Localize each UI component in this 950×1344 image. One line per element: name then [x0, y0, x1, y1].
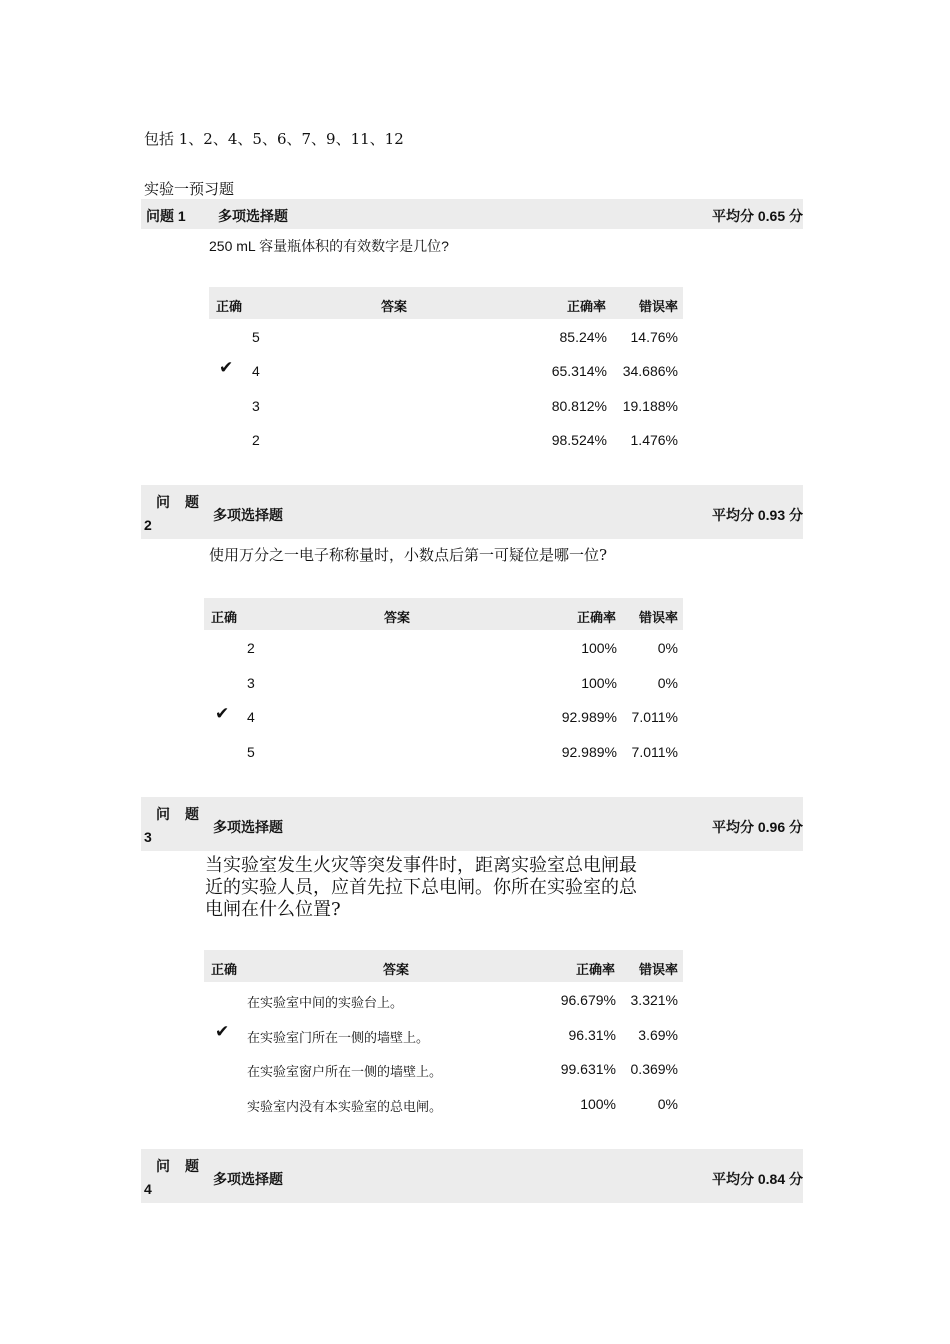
table-row: [204, 1053, 683, 1087]
question-header-3: [141, 797, 803, 851]
table-row: [204, 632, 683, 666]
table-row: [204, 736, 683, 770]
answer-text: 5: [247, 744, 255, 760]
error-rate: 0%: [657, 1096, 678, 1112]
answer-text: 3: [252, 398, 260, 414]
table-header: [204, 950, 683, 982]
col-correct: 正确: [211, 610, 238, 625]
correct-rate: 65.314%: [551, 363, 607, 379]
col-answer: 答案: [384, 610, 411, 625]
table-header: [204, 598, 683, 630]
answer-text: 4: [252, 363, 260, 379]
col-rate: 正确率: [577, 610, 617, 625]
table-row: [204, 984, 683, 1018]
question-number: 4: [144, 1181, 152, 1197]
correct-rate: 96.679%: [560, 992, 616, 1008]
table-row: [209, 424, 683, 458]
col-error: 错误率: [639, 962, 679, 977]
question-text: 250 mL 容量瓶体积的有效数字是几位?: [209, 238, 449, 254]
correct-rate: 92.989%: [561, 744, 617, 760]
col-answer: 答案: [381, 299, 408, 314]
answer-text: 5: [252, 329, 260, 345]
correct-rate: 100%: [580, 1096, 616, 1112]
checkmark-icon: ✔: [219, 358, 234, 377]
question-number-label: 问: [156, 806, 170, 822]
answer-text: 实验室内没有本实验室的总电闸。: [247, 1100, 443, 1115]
col-error: 错误率: [639, 299, 679, 314]
question-text-line: 当实验室发生火灾等突发事件时，距离实验室总电闸最: [205, 855, 637, 876]
question-text: [205, 855, 637, 921]
question-type: 多项选择题: [213, 1171, 283, 1187]
question-text-line: 近的实验人员，应首先拉下总电闸。你所在实验室的总: [205, 877, 637, 898]
table-row: [209, 355, 683, 389]
col-correct: 正确: [211, 962, 238, 977]
error-rate: 1.476%: [630, 432, 678, 448]
table-row: [204, 1088, 683, 1122]
error-rate: 3.321%: [630, 992, 678, 1008]
table-row: [204, 1019, 683, 1053]
average-score: 平均分 0.84 分: [711, 1171, 803, 1187]
question-number-label: 问: [156, 494, 170, 510]
col-correct: 正确: [216, 299, 243, 314]
question-number-label: 问: [156, 1158, 170, 1174]
answer-text: 在实验室中间的实验台上。: [247, 996, 404, 1011]
question-header-4: [141, 1149, 803, 1203]
col-rate: 正确率: [567, 299, 607, 314]
correct-rate: 96.31%: [568, 1027, 616, 1043]
correct-rate: 85.24%: [559, 329, 607, 345]
question-number: 问题 1: [146, 208, 186, 224]
average-score: 平均分 0.93 分: [711, 507, 803, 523]
answer-text: 3: [247, 675, 255, 691]
answer-text: 在实验室窗户所在一侧的墙壁上。: [247, 1065, 443, 1080]
question-header-2: [141, 485, 803, 539]
table-row: [204, 701, 683, 735]
correct-rate: 100%: [581, 675, 617, 691]
average-score: 平均分 0.96 分: [711, 819, 803, 835]
average-score: 平均分 0.65 分: [711, 208, 803, 224]
question-text: 使用万分之一电子称称量时，小数点后第一可疑位是哪一位?: [209, 546, 608, 564]
correct-rate: 98.524%: [551, 432, 607, 448]
error-rate: 19.188%: [622, 398, 678, 414]
answer-text: 4: [247, 709, 255, 725]
question-number-label: 题: [185, 806, 199, 822]
error-rate: 0.369%: [630, 1061, 678, 1077]
question-number: 2: [144, 517, 152, 533]
question-type: 多项选择题: [213, 819, 283, 835]
correct-rate: 99.631%: [560, 1061, 616, 1077]
error-rate: 3.69%: [638, 1027, 678, 1043]
section-title: 实验一预习题: [144, 180, 235, 198]
error-rate: 0%: [657, 675, 678, 691]
col-rate: 正确率: [576, 962, 616, 977]
answer-text: 2: [247, 640, 255, 656]
intro-text: 包括 1、2、4、5、6、7、9、11、12: [144, 130, 404, 148]
error-rate: 0%: [657, 640, 678, 656]
correct-rate: 80.812%: [551, 398, 607, 414]
error-rate: 34.686%: [622, 363, 678, 379]
question-number: 3: [144, 829, 152, 845]
table-row: [204, 667, 683, 701]
question-number-label: 题: [185, 1158, 199, 1174]
col-error: 错误率: [639, 610, 679, 625]
error-rate: 7.011%: [631, 709, 678, 725]
answer-text: 2: [252, 432, 260, 448]
table-row: [209, 390, 683, 424]
col-answer: 答案: [383, 962, 410, 977]
question-header-1: [141, 199, 803, 229]
question-type: 多项选择题: [218, 208, 288, 224]
checkmark-icon: ✔: [215, 1022, 230, 1041]
error-rate: 14.76%: [630, 329, 678, 345]
answer-text: 在实验室门所在一侧的墙壁上。: [247, 1031, 430, 1046]
error-rate: 7.011%: [631, 744, 678, 760]
correct-rate: 100%: [581, 640, 617, 656]
question-type: 多项选择题: [213, 507, 283, 523]
table-row: [209, 321, 683, 355]
question-text-line: 电闸在什么位置?: [205, 899, 341, 920]
checkmark-icon: ✔: [215, 704, 230, 723]
correct-rate: 92.989%: [561, 709, 617, 725]
table-header: [209, 287, 683, 319]
question-number-label: 题: [185, 494, 199, 510]
